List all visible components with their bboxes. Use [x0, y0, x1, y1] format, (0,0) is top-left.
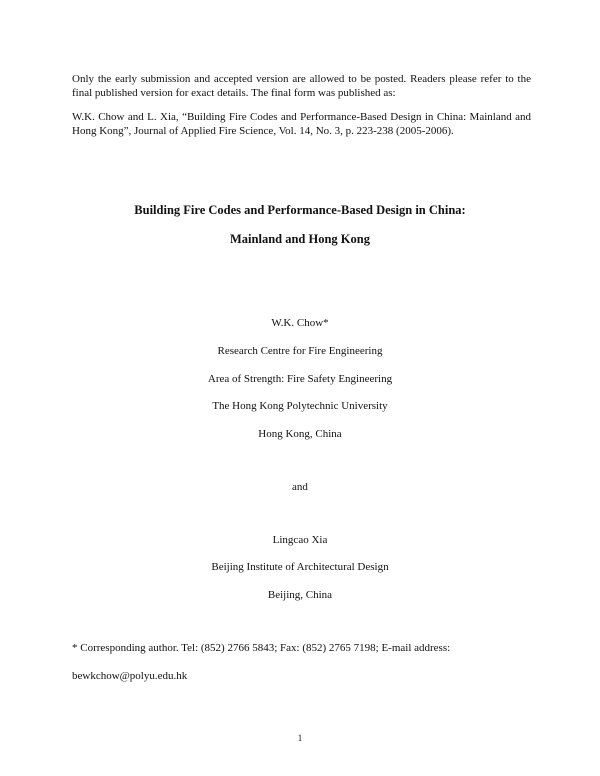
- author-2-name: Lingcao Xia: [272, 534, 328, 546]
- author-2-institution: Beijing Institute of Architectural Design: [211, 561, 389, 573]
- corresponding-author-email: bewkchow@polyu.edu.hk: [72, 670, 188, 682]
- author-1-name: W.K. Chow*: [271, 317, 329, 329]
- notice-paragraph-2-citation: W.K. Chow and L. Xia, “Building Fire Codes and Performance-Based Design in China: Mainland and Hong Kong”, Journal of Applied Fire Science, Vol. 14, No. 3, p. 223-238 (2005-2006).: [72, 111, 531, 137]
- author-2-location: Beijing, China: [267, 589, 333, 601]
- corresponding-author-footnote: * Corresponding author. Tel: (852) 2766 5843; Fax: (852) 2765 7198; E-mail address:: [72, 642, 451, 654]
- paper-title-line-2: Mainland and Hong Kong: [230, 232, 370, 246]
- publication-notice: [72, 72, 531, 138]
- page-number: 1: [297, 733, 303, 743]
- author-1-unit: Research Centre for Fire Engineering: [217, 345, 383, 357]
- paper-title-line-1: Building Fire Codes and Performance-Based Design in China:: [134, 203, 466, 217]
- author-1-institution: The Hong Kong Polytechnic University: [212, 400, 388, 412]
- notice-paragraph-1: Only the early submission and accepted version are allowed to be posted. Readers please refer to the final published version for exact details. The final form was published as:: [72, 73, 531, 99]
- author-1-location: Hong Kong, China: [258, 428, 342, 440]
- author-1-area: Area of Strength: Fire Safety Engineering: [207, 373, 393, 385]
- author-conjunction: and: [292, 481, 308, 493]
